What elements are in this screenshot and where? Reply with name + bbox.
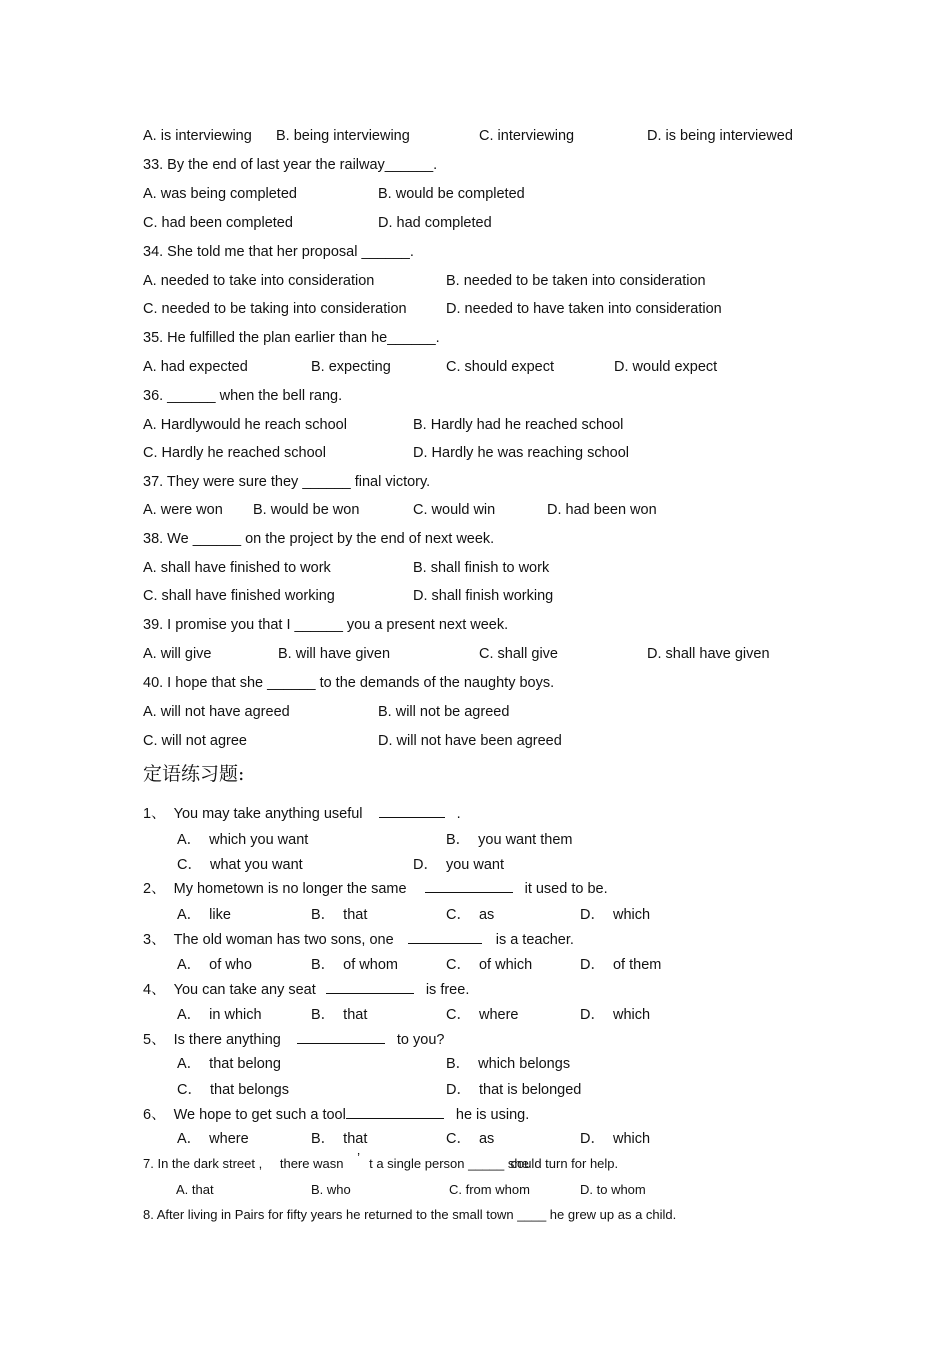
q38-option-a: A. shall have finished to work bbox=[143, 560, 331, 576]
attr-question-3 bbox=[143, 931, 574, 949]
question-text-part: 7. In the dark street , bbox=[143, 1156, 263, 1171]
q39-option-b: B. will have given bbox=[278, 646, 391, 662]
attr-question-8: 8. After living in Pairs for fifty years he returned to the small town ____ he grew up as a child. bbox=[143, 1207, 677, 1222]
attr-question-5 bbox=[143, 1031, 444, 1049]
attr-q6-option-b: B． that bbox=[311, 1131, 368, 1147]
attr-q6-option-d: D． which bbox=[580, 1131, 651, 1147]
q32-option-c: C. interviewing bbox=[479, 128, 575, 144]
q38-option-c: C. shall have finished working bbox=[143, 588, 335, 604]
q37-option-d: D. had been won bbox=[547, 502, 657, 518]
question-text: The old woman has two sons, one bbox=[173, 932, 394, 948]
question-text: My hometown is no longer the same bbox=[173, 881, 407, 897]
attr-q7-option-b: B. who bbox=[311, 1182, 351, 1197]
attr-q3-option-c: C． of which bbox=[446, 957, 533, 973]
q40-option-d: D. will not have been agreed bbox=[378, 733, 562, 749]
answer-blank bbox=[408, 931, 482, 944]
q37-option-c: C. would win bbox=[413, 502, 496, 518]
apostrophe: ’ bbox=[357, 1150, 360, 1165]
answer-blank bbox=[297, 1031, 385, 1044]
question-text: You can take any seat bbox=[173, 982, 316, 998]
question-number: 1、 bbox=[143, 806, 166, 822]
q33-option-a: A. was being completed bbox=[143, 186, 297, 202]
attr-q5-option-a: A． that belong bbox=[177, 1056, 281, 1072]
attr-q4-option-a: A． in which bbox=[177, 1007, 262, 1023]
q40-option-b: B. will not be agreed bbox=[378, 704, 510, 720]
q34-option-c: C. needed to be taking into consideration bbox=[143, 301, 407, 317]
attr-q1-option-b: B． you want them bbox=[446, 832, 573, 848]
q39-option-d: D. shall have given bbox=[647, 646, 770, 662]
q40-option-c: C. will not agree bbox=[143, 733, 247, 749]
question-number: 2、 bbox=[143, 881, 166, 897]
q39-option-c: C. shall give bbox=[479, 646, 558, 662]
attr-q3-option-d: D． of them bbox=[580, 957, 662, 973]
question-36: 36. ______ when the bell rang. bbox=[143, 388, 343, 404]
attr-q6-option-c: C． as bbox=[446, 1131, 495, 1147]
attr-q6-option-a: A． where bbox=[177, 1131, 249, 1147]
attr-q7-option-d: D. to whom bbox=[580, 1182, 646, 1197]
attr-q3-option-a: A． of who bbox=[177, 957, 252, 973]
attr-q4-option-c: C． where bbox=[446, 1007, 519, 1023]
attr-q3-option-b: B． of whom bbox=[311, 957, 398, 973]
q35-option-d: D. would expect bbox=[614, 359, 718, 375]
attr-q7-option-a: A. that bbox=[176, 1182, 214, 1197]
question-text-part: could turn for help. bbox=[510, 1156, 619, 1171]
question-text-end: . bbox=[456, 806, 461, 822]
q36-option-c: C. Hardly he reached school bbox=[143, 445, 326, 461]
q33-option-d: D. had completed bbox=[378, 215, 492, 231]
attr-question-4 bbox=[143, 981, 469, 999]
question-number: 4、 bbox=[143, 982, 166, 998]
attr-question-6 bbox=[143, 1106, 529, 1124]
q32-option-b: B. being interviewing bbox=[276, 128, 410, 144]
attr-q2-option-c: C． as bbox=[446, 907, 495, 923]
answer-blank bbox=[346, 1106, 444, 1119]
q38-option-d: D. shall finish working bbox=[413, 588, 554, 604]
question-34: 34. She told me that her proposal ______. bbox=[143, 244, 414, 260]
q39-option-a: A. will give bbox=[143, 646, 212, 662]
question-40: 40. I hope that she ______ to the demands of the naughty boys. bbox=[143, 675, 555, 691]
q37-option-b: B. would be won bbox=[253, 502, 360, 518]
question-35: 35. He fulfilled the plan earlier than he______. bbox=[143, 330, 440, 346]
attr-q2-option-a: A． like bbox=[177, 907, 231, 923]
answer-blank bbox=[425, 880, 513, 893]
q35-option-b: B. expecting bbox=[311, 359, 391, 375]
q32-option-a: A. is interviewing bbox=[143, 128, 252, 144]
question-text: You may take anything useful bbox=[173, 806, 363, 822]
q36-option-b: B. Hardly had he reached school bbox=[413, 417, 624, 433]
attr-q5-option-c: C． that belongs bbox=[177, 1082, 289, 1098]
attr-q4-option-b: B． that bbox=[311, 1007, 368, 1023]
question-number: 3、 bbox=[143, 932, 166, 948]
attr-q1-option-d: D． you want bbox=[413, 857, 505, 873]
q34-option-d: D. needed to have taken into consideration bbox=[446, 301, 722, 317]
attr-q5-option-d: D． that is belonged bbox=[446, 1082, 582, 1098]
attr-question-1 bbox=[143, 805, 461, 823]
q36-option-d: D. Hardly he was reaching school bbox=[413, 445, 629, 461]
attr-question-7 bbox=[143, 1150, 619, 1173]
q33-option-b: B. would be completed bbox=[378, 186, 525, 202]
q40-option-a: A. will not have agreed bbox=[143, 704, 290, 720]
question-text-part: t a single person _____ she bbox=[369, 1156, 529, 1171]
q35-option-a: A. had expected bbox=[143, 359, 248, 375]
answer-blank bbox=[379, 805, 445, 818]
section-title: 定语练习题: bbox=[143, 763, 245, 785]
question-text-end: is free. bbox=[425, 982, 470, 998]
q33-option-c: C. had been completed bbox=[143, 215, 293, 231]
q37-option-a: A. were won bbox=[143, 502, 223, 518]
attr-q5-option-b: B． which belongs bbox=[446, 1056, 571, 1072]
attr-q2-option-d: D． which bbox=[580, 907, 651, 923]
attr-q4-option-d: D． which bbox=[580, 1007, 651, 1023]
attr-q7-option-c: C. from whom bbox=[449, 1182, 530, 1197]
question-text: Is there anything bbox=[173, 1032, 281, 1048]
question-39: 39. I promise you that I ______ you a present next week. bbox=[143, 617, 509, 633]
q38-option-b: B. shall finish to work bbox=[413, 560, 550, 576]
q34-option-a: A. needed to take into consideration bbox=[143, 273, 375, 289]
q35-option-c: C. should expect bbox=[446, 359, 555, 375]
question-38: 38. We ______ on the project by the end of next week. bbox=[143, 531, 495, 547]
attr-q2-option-b: B． that bbox=[311, 907, 368, 923]
q34-option-b: B. needed to be taken into consideration bbox=[446, 273, 706, 289]
attr-q1-option-c: C． what you want bbox=[177, 857, 303, 873]
question-text-part: there wasn bbox=[279, 1156, 344, 1171]
question-text-end: to you? bbox=[396, 1032, 445, 1048]
question-text-end: is a teacher. bbox=[495, 932, 574, 948]
question-37: 37. They were sure they ______ final victory. bbox=[143, 474, 431, 490]
question-number: 5、 bbox=[143, 1032, 166, 1048]
attr-q1-option-a: A． which you want bbox=[177, 832, 309, 848]
question-text-end: he is using. bbox=[455, 1107, 530, 1123]
q36-option-a: A. Hardlywould he reach school bbox=[143, 417, 347, 433]
attr-question-2 bbox=[143, 880, 608, 898]
question-number: 6、 bbox=[143, 1107, 166, 1123]
question-text-end: it used to be. bbox=[524, 881, 608, 897]
question-text: We hope to get such a tool bbox=[173, 1107, 346, 1123]
q32-option-d: D. is being interviewed bbox=[647, 128, 793, 144]
question-33: 33. By the end of last year the railway______. bbox=[143, 157, 438, 173]
answer-blank bbox=[326, 981, 414, 994]
